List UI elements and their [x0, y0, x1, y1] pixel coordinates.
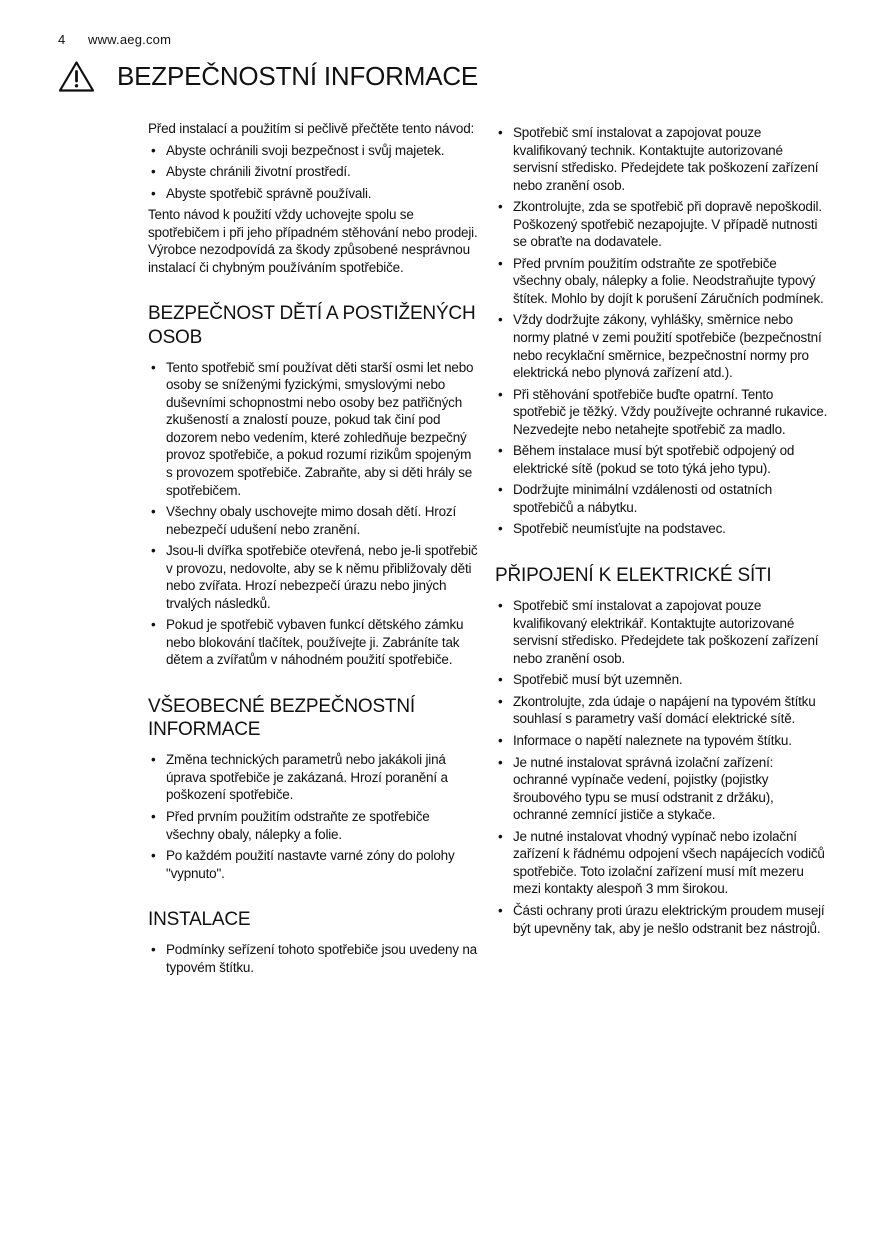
bullet-item: • Zkontrolujte, zda se spotřebič při dopravě nepoškodil. Poškozený spotřebič nezapojujte. V případě nutnosti se obraťte na dodavatele. [495, 198, 828, 251]
right-column [495, 120, 828, 980]
bullet-item: • Informace o napětí naleznete na typovém štítku. [495, 732, 828, 750]
bullet-item: • Pokud je spotřebič vybaven funkcí dětského zámku nebo blokování tlačítek, používejte ji. Zabráníte tak dětem a zvířatům v náhodném použití spotřebiče. [148, 616, 481, 669]
page-header [58, 32, 837, 47]
bullet-item: • Abyste spotřebič správně používali. [148, 185, 481, 203]
left-column [148, 120, 481, 980]
bullet-item: • Při stěhování spotřebiče buďte opatrní. Tento spotřebič je těžký. Vždy používejte ochranné rukavice. Nezvedejte nebo netahejte spotřebič za madlo. [495, 386, 828, 439]
site-url: www.aeg.com [88, 32, 172, 47]
bullet-item: • Podmínky seřízení tohoto spotřebiče jsou uvedeny na typovém štítku. [148, 941, 481, 976]
bullet-list [148, 359, 481, 669]
section-heading: INSTALACE [148, 909, 251, 931]
paragraph: Výrobce nezodpovídá za škody způsobené nesprávnou instalací či chybným používáním spotřebiče. [148, 242, 470, 275]
bullet-list [495, 124, 828, 538]
bullet-item: • Spotřebič smí instalovat a zapojovat pouze kvalifikovaný technik. Kontaktujte autorizované servisní středisko. Předejdete tak poškození zařízení nebo zranění osob. [495, 124, 828, 194]
section-heading: BEZPEČNOST DĚTÍ A POSTIŽENÝCH OSOB [148, 303, 476, 348]
bullet-list [495, 597, 828, 937]
bullet-item: • Zkontrolujte, zda údaje o napájení na typovém štítku souhlasí s parametry vaší domácí elektrické sítě. [495, 693, 828, 728]
bullet-item: • Spotřebič smí instalovat a zapojovat pouze kvalifikovaný elektrikář. Kontaktujte autorizované servisní středisko. Předejdete tak poškození zařízení nebo zranění osob. [495, 597, 828, 667]
bullet-item: • Spotřebič neumísťujte na podstavec. [495, 520, 828, 538]
bullet-item: • Během instalace musí být spotřebič odpojený od elektrické sítě (pokud se toto týká jeho typu). [495, 442, 828, 477]
bullet-item: • Před prvním použitím odstraňte ze spotřebiče všechny obaly, nálepky a folie. [148, 808, 481, 843]
bullet-item: • Spotřebič musí být uzemněn. [495, 671, 828, 689]
bullet-list [148, 941, 481, 976]
page-title: BEZPEČNOSTNÍ INFORMACE [117, 61, 479, 91]
page-number: 4 [58, 32, 66, 47]
content-columns [58, 120, 837, 980]
bullet-item: • Abyste ochránili svoji bezpečnost i svůj majetek. [148, 142, 481, 160]
bullet-item: • Tento spotřebič smí používat děti starší osmi let nebo osoby se sníženými fyzickými, smyslovými nebo duševními schopnostmi nebo osoby bez patřičných zkušeností a znalostí pouze, pokud tak činí pod dozorem nebo vedením, které zohledňuje bezpečný provoz spotřebiče, a pokud rozumí rizikům spojeným s provozem spotřebiče. Zabraňte, aby si děti hrály se spotřebičem. [148, 359, 481, 499]
bullet-item: • Části ochrany proti úrazu elektrickým proudem musejí být upevněny tak, aby je nešlo odstranit bez nástrojů. [495, 902, 828, 937]
bullet-list [148, 751, 481, 882]
title-row [58, 60, 837, 93]
bullet-item: • Změna technických parametrů nebo jakákoli jiná úprava spotřebiče je zakázaná. Hrozí poranění a poškození spotřebiče. [148, 751, 481, 804]
bullet-item: • Je nutné instalovat vhodný vypínač nebo izolační zařízení k řádnému odpojení všech napájecích vodičů spotřebiče. Toto izolační zařízení musí mít mezeru mezi kontakty alespoň 3 mm širokou. [495, 828, 828, 898]
bullet-item: • Vždy dodržujte zákony, vyhlášky, směrnice nebo normy platné v zemi použití spotřebiče (bezpečnostní nebo recyklační směrnice, bezpečnostní normy pro elektrická nebo plynová zařízení atd.). [495, 311, 828, 381]
bullet-item: • Abyste chránili životní prostředí. [148, 163, 481, 181]
bullet-item: • Po každém použití nastavte varné zóny do polohy "vypnuto". [148, 847, 481, 882]
bullet-item: • Jsou-li dvířka spotřebiče otevřená, nebo je-li spotřebič v provozu, nedovolte, aby se k němu přibližovaly děti nebo zvířata. Hrozí nebezpečí úrazu nebo jiných trvalých následků. [148, 542, 481, 612]
paragraph: Před instalací a použitím si pečlivě přečtěte tento návod: [148, 121, 475, 136]
bullet-item: • Je nutné instalovat správná izolační zařízení: ochranné vypínače vedení, pojistky (pojistky šroubového typu se musí odstranit z držáku), ochranné zemnící jističe a stykače. [495, 754, 828, 824]
section-heading: PŘIPOJENÍ K ELEKTRICKÉ SÍTI [495, 565, 772, 587]
paragraph: Tento návod k použití vždy uchovejte spolu se spotřebičem i při jeho případném stěhování nebo prodeji. [148, 207, 478, 240]
bullet-item: • Všechny obaly uschovejte mimo dosah dětí. Hrozí nebezpečí udušení nebo zranění. [148, 503, 481, 538]
warning-triangle-icon [58, 60, 95, 93]
bullet-item: • Dodržujte minimální vzdálenosti od ostatních spotřebičů a nábytku. [495, 481, 828, 516]
bullet-item: • Před prvním použitím odstraňte ze spotřebiče všechny obaly, nálepky a folie. Neodstraňujte typový štítek. Mohlo by dojít k porušení Záručních podmínek. [495, 255, 828, 308]
bullet-list [148, 142, 481, 203]
section-heading: VŠEOBECNÉ BEZPEČNOSTNÍ INFORMACE [148, 696, 415, 741]
